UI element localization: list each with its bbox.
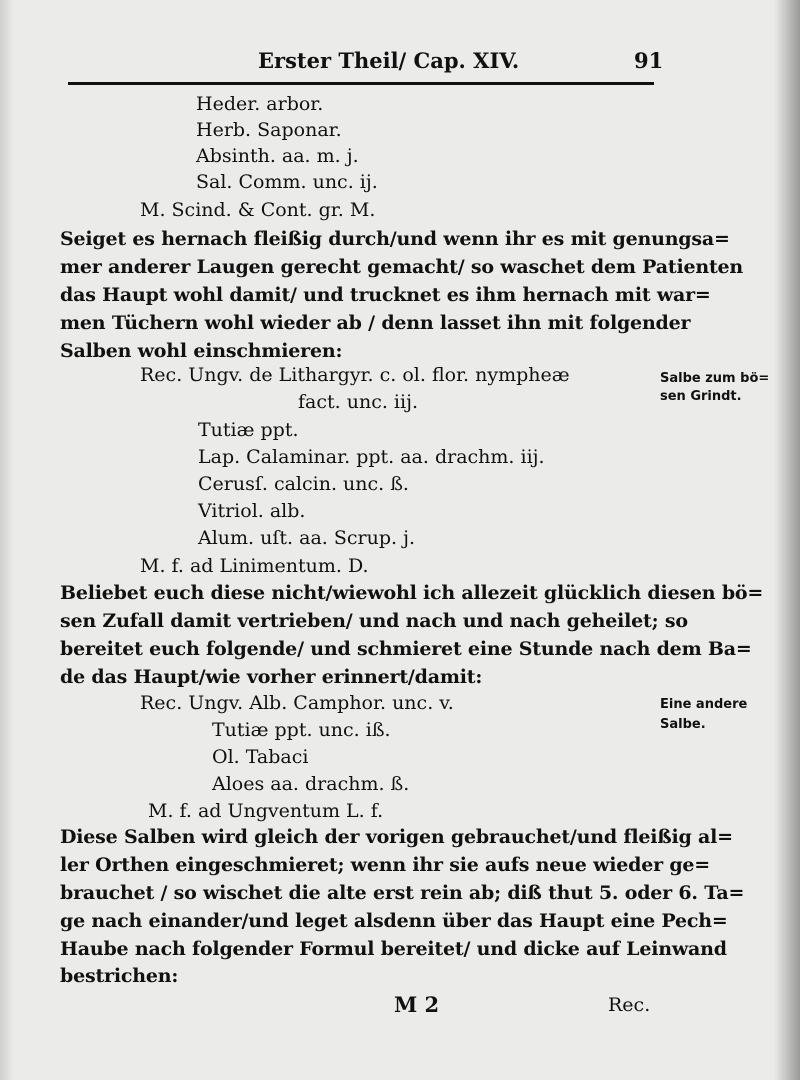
text-line: men Tüchern wohl wieder ab / denn lasset ihn mit folgender — [60, 312, 691, 334]
text-line: de das Haupt/wie vorher erinnert/damit: — [60, 666, 483, 688]
recipe-line: Cerusſ. calcin. unc. ß. — [198, 473, 409, 495]
text-line: das Haupt wohl damit/ und trucknet es ihm hernach mit war= — [60, 284, 711, 306]
page-edge-shadow — [774, 0, 800, 1080]
text-line: Beliebet euch diese nicht/wiewohl ich allezeit glücklich diesen bö= — [60, 582, 764, 604]
margin-note-line: Eine andere — [660, 697, 748, 712]
text-line: brauchet / so wischet die alte erst rein ab; diß thut 5. oder 6. Ta= — [60, 882, 745, 904]
signature-mark: M 2 — [394, 992, 440, 1017]
recipe-line: Aloes aa. drachm. ß. — [212, 773, 410, 795]
recipe-line: Rec. Ungv. de Lithargyr. c. ol. flor. nympheæ — [140, 364, 570, 386]
recipe-line: Heder. arbor. — [196, 93, 324, 115]
recipe-line: Tutiæ ppt. unc. iß. — [212, 719, 391, 741]
recipe-line: Herb. Saponar. — [196, 119, 342, 141]
text-line: Diese Salben wird gleich der vorigen gebrauchet/und fleißig al= — [60, 826, 733, 848]
text-line: bereitet euch folgende/ und schmieret eine Stunde nach dem Ba= — [60, 638, 752, 660]
recipe-line: Vitriol. alb. — [198, 500, 306, 522]
text-line: Seiget es hernach fleißig durch/und wenn ihr es mit genungsa= — [60, 228, 730, 250]
text-line: Salben wohl einschmieren: — [60, 340, 343, 362]
page-number: 91 — [634, 48, 664, 73]
recipe-instruction: M. Scind. & Cont. gr. M. — [140, 199, 376, 221]
page-gutter-shadow — [0, 0, 14, 1080]
recipe-instruction: M. f. ad Linimentum. D. — [140, 555, 369, 577]
recipe-line: Alum. uſt. aa. Scrup. j. — [198, 527, 415, 549]
recipe-line: Ol. Tabaci — [212, 746, 309, 768]
margin-note-line: Salbe zum bö= — [660, 371, 770, 386]
catchword: Rec. — [608, 994, 651, 1016]
text-line: sen Zufall damit vertrieben/ und nach und nach geheilet; so — [60, 610, 688, 632]
running-head: Erster Theil/ Cap. XIV. — [258, 48, 520, 73]
recipe-line: Sal. Comm. unc. ij. — [196, 171, 378, 193]
text-line: ler Orthen eingeschmieret; wenn ihr sie aufs neue wieder ge= — [60, 854, 711, 876]
recipe-line: Absinth. aa. m. j. — [196, 145, 359, 167]
text-line: Haube nach folgender Formul bereitet/ und dicke auf Leinwand — [60, 938, 727, 960]
text-line: bestrichen: — [60, 965, 179, 987]
margin-note-line: Salbe. — [660, 717, 706, 732]
recipe-instruction: M. f. ad Ungventum L. f. — [148, 800, 384, 822]
recipe-line: Lap. Calaminar. ppt. aa. drachm. iij. — [198, 446, 545, 468]
recipe-line: Rec. Ungv. Alb. Camphor. unc. v. — [140, 692, 454, 714]
recipe-line: fact. unc. iij. — [298, 391, 418, 413]
text-line: mer anderer Laugen gerecht gemacht/ so waschet dem Patienten — [60, 256, 744, 278]
header-rule — [68, 82, 654, 85]
text-line: ge nach einander/und leget alsdenn über das Haupt eine Pech= — [60, 910, 728, 932]
margin-note-line: sen Grindt. — [660, 389, 742, 404]
recipe-line: Tutiæ ppt. — [198, 419, 299, 441]
